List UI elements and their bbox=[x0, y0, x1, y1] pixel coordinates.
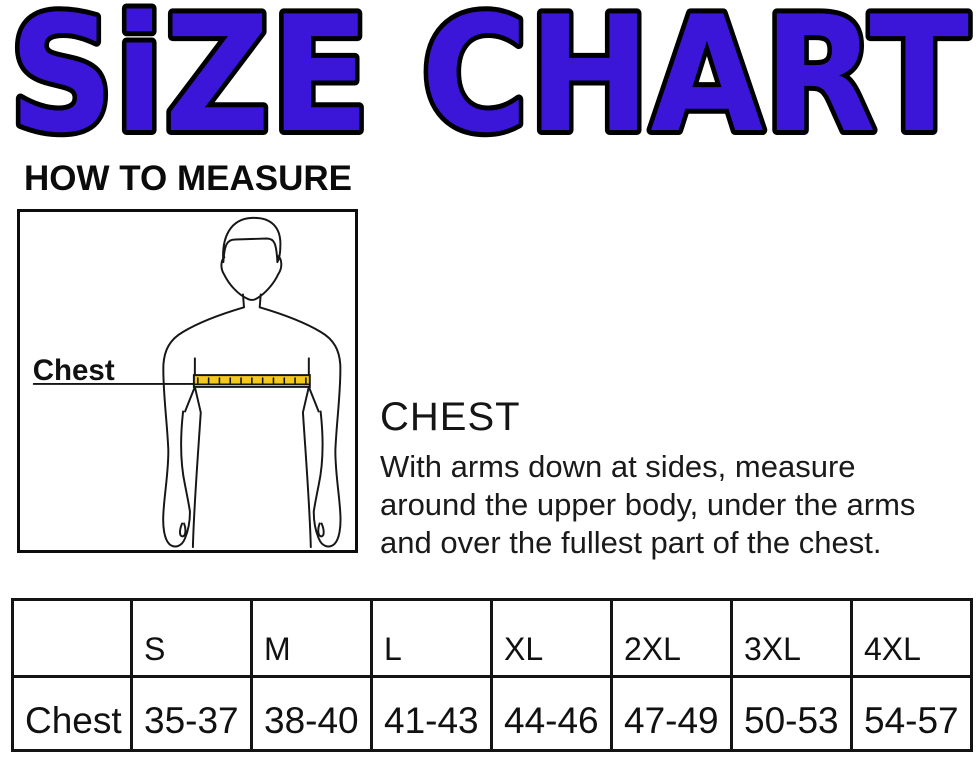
size-header-3xl: 3XL bbox=[732, 600, 852, 677]
size-header-xl: XL bbox=[492, 600, 612, 677]
how-to-measure-heading: HOW TO MEASURE bbox=[24, 159, 352, 198]
size-header-s: S bbox=[132, 600, 252, 677]
table-corner-blank bbox=[13, 600, 132, 677]
figure-left-arm-path bbox=[163, 295, 244, 547]
diagram-chest-label: Chest bbox=[32, 354, 115, 388]
size-header-l: L bbox=[372, 600, 492, 677]
chest-value-xl: 44-46 bbox=[492, 677, 612, 751]
chest-value-l: 41-43 bbox=[372, 677, 492, 751]
chest-value-4xl: 54-57 bbox=[852, 677, 972, 751]
size-chart-title-text: SiZE CHART bbox=[9, 0, 969, 152]
chest-description-line-3: and over the fullest part of the chest. bbox=[380, 525, 882, 560]
measurement-diagram-box bbox=[17, 209, 358, 553]
size-table-header-row bbox=[13, 600, 972, 677]
chest-measurements-row bbox=[13, 677, 972, 751]
size-chart-title-banner bbox=[0, 0, 978, 152]
size-table-container bbox=[11, 598, 973, 752]
size-table bbox=[11, 598, 973, 752]
figure-face-path bbox=[221, 256, 281, 300]
body-outline-drawing bbox=[20, 212, 355, 550]
size-header-2xl: 2XL bbox=[612, 600, 732, 677]
measuring-tape bbox=[194, 375, 310, 387]
chest-section-heading: CHEST bbox=[380, 395, 521, 439]
chest-value-m: 38-40 bbox=[252, 677, 372, 751]
chest-description-line-1: With arms down at sides, measure bbox=[380, 449, 856, 484]
figure-right-arm-path bbox=[260, 295, 341, 547]
chest-description bbox=[380, 448, 915, 562]
size-header-4xl: 4XL bbox=[852, 600, 972, 677]
chest-value-2xl: 47-49 bbox=[612, 677, 732, 751]
figure-hair-path bbox=[223, 218, 280, 262]
chest-value-3xl: 50-53 bbox=[732, 677, 852, 751]
chest-value-s: 35-37 bbox=[132, 677, 252, 751]
chest-row-label: Chest bbox=[13, 677, 132, 751]
size-header-m: M bbox=[252, 600, 372, 677]
chest-description-line-2: around the upper body, under the arms bbox=[380, 487, 916, 522]
